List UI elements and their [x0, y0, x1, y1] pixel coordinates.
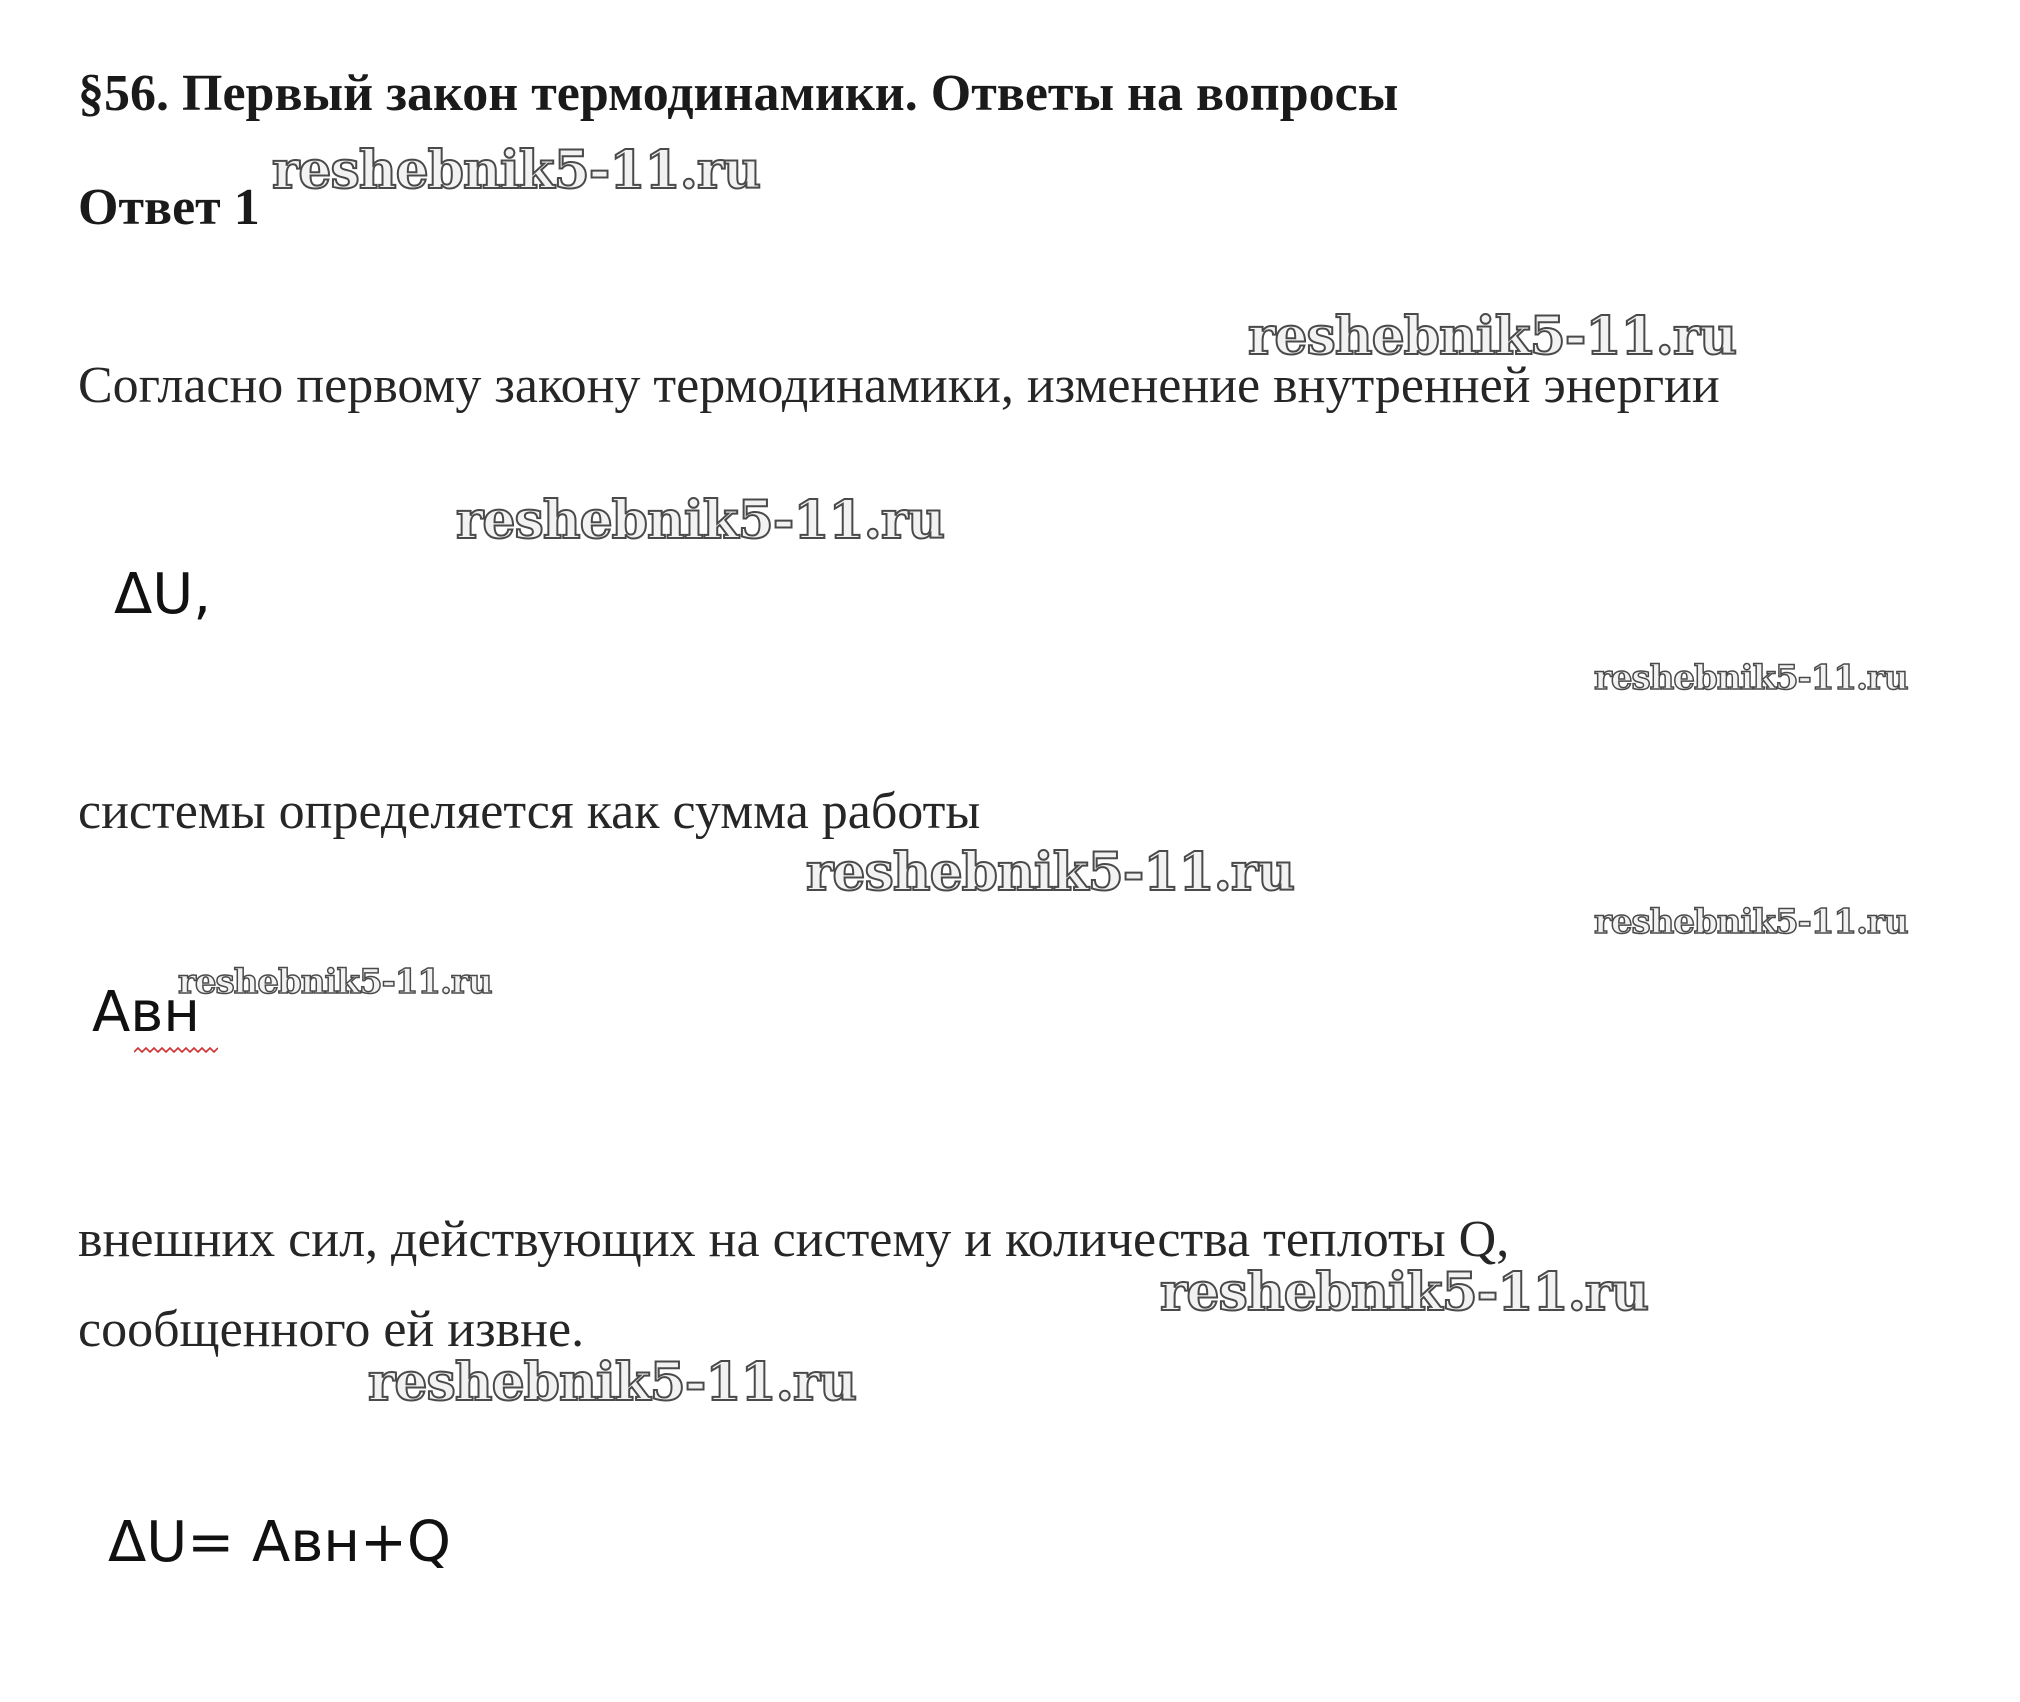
watermark-8: reshebnik5-11.ru [1160, 1262, 1649, 1323]
watermark-5: reshebnik5-11.ru [806, 842, 1295, 903]
formula-a-vn: Aвн [92, 980, 200, 1045]
paragraph-line-3: внешних сил, действующих на систему и количества теплоты Q, [78, 1211, 1510, 1268]
watermark-1: reshebnik5-11.ru [272, 140, 761, 201]
watermark-2: reshebnik5-11.ru [1248, 306, 1737, 367]
formula-delta-u: ΔU, [114, 562, 212, 627]
paragraph-line-4: сообщенного ей извне. [78, 1301, 585, 1358]
page-title: §56. Первый закон термодинамики. Ответы на вопросы [78, 65, 1399, 122]
watermark-6: reshebnik5-11.ru [1594, 902, 1908, 942]
watermark-4: reshebnik5-11.ru [1594, 658, 1908, 698]
watermark-7: reshebnik5-11.ru [178, 962, 492, 1002]
answer-label: Ответ 1 [78, 179, 260, 236]
watermark-9: reshebnik5-11.ru [368, 1352, 857, 1413]
formula-first-law: ΔU= Aвн+Q [108, 1510, 451, 1575]
paragraph-line-2: системы определяется как сумма работы [78, 783, 981, 840]
paragraph-line-1: Согласно первому закону термодинамики, изменение внутренней энергии [78, 357, 1720, 414]
watermark-3: reshebnik5-11.ru [456, 490, 945, 551]
spellcheck-underline [134, 1046, 218, 1056]
